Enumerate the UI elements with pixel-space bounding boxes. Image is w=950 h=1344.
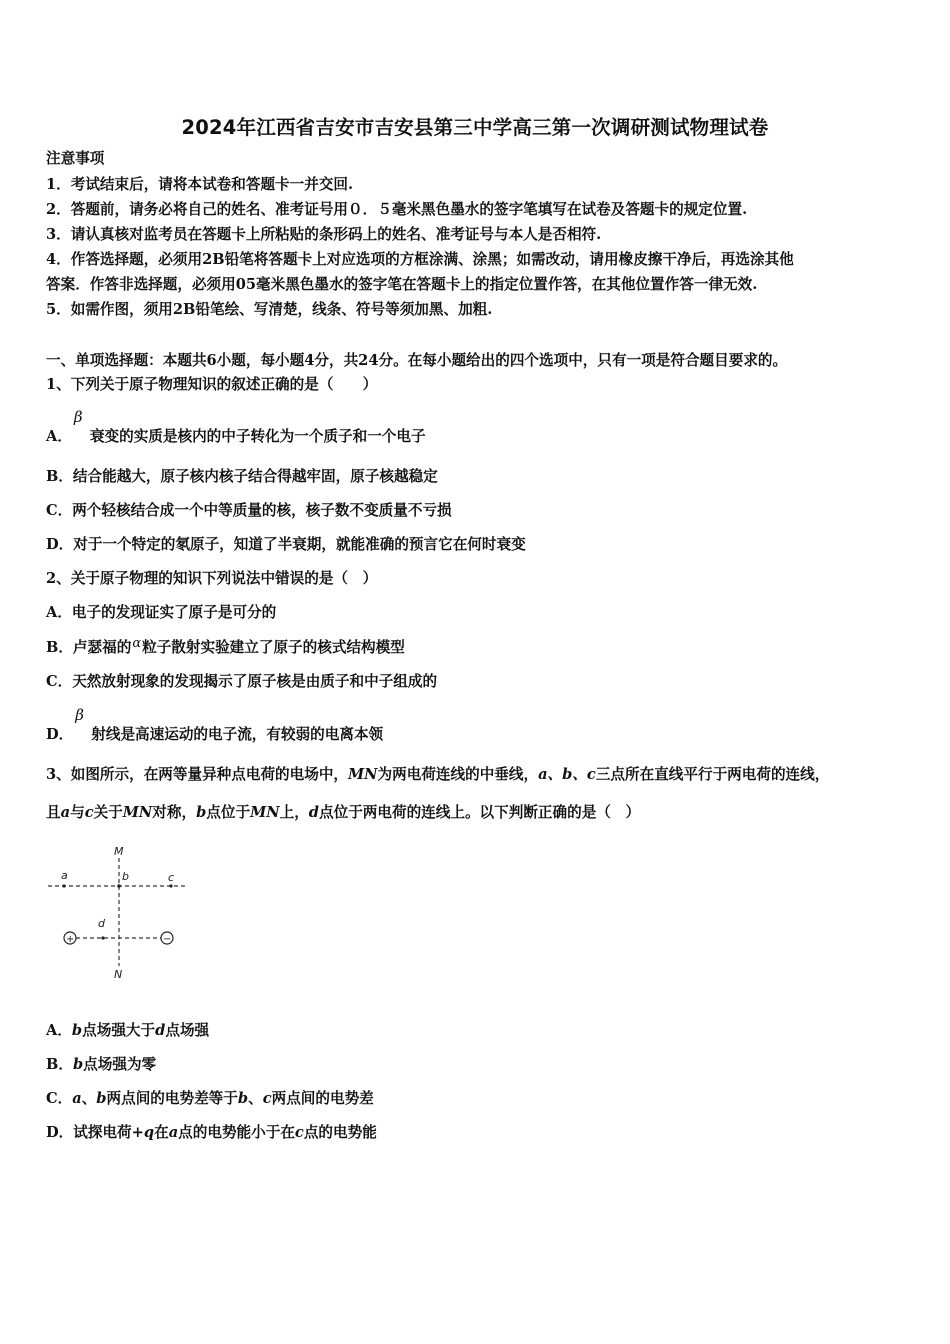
q1-option-c: C．两个轻核结合成一个中等质量的核，核子数不变质量不亏损 <box>46 502 452 519</box>
q3-option-a: A．b点场强大于d点场强 <box>46 1022 210 1039</box>
question-3-stem-line1: 3、如图所示，在两等量异种点电荷的电场中，MN为两电荷连线的中垂线，a、b、c三点所在直线平行于两电荷的连线， <box>46 766 830 783</box>
q2-option-d <box>46 706 384 745</box>
notice-item: 4．作答选择题，必须用2B铅笔将答题卡上对应选项的方框涂满、涂黑；如需改动，请用橡皮擦干净后，再选涂其他 <box>46 251 794 268</box>
q2-option-b <box>46 638 405 659</box>
q3-option-c: C．a、b两点间的电势差等于b、c两点间的电势差 <box>46 1090 374 1107</box>
notice-item: 1．考试结束后，请将本试卷和答题卡一并交回. <box>46 176 354 193</box>
point-b <box>117 884 121 888</box>
option-label: A． <box>46 428 72 445</box>
option-text: 射线是高速运动的电子流，有较弱的电离本领 <box>91 726 384 743</box>
point-a <box>62 884 65 887</box>
notice-heading: 注意事项 <box>46 150 105 167</box>
section-heading: 一、单项选择题：本题共6小题，每小题4分，共24分。在每小题给出的四个选项中，只有一项是符合题目要求的。 <box>46 352 788 369</box>
alpha-symbol: α <box>132 636 142 651</box>
question-2-stem: 2、关于原子物理的知识下列说法中错误的是（ ） <box>46 570 378 587</box>
negative-sign: − <box>163 934 172 945</box>
page-title: 2024年江西省吉安市吉安县第三中学高三第一次调研测试物理试卷 <box>181 116 769 139</box>
charge-field-diagram <box>46 838 196 983</box>
q2-option-c: C．天然放射现象的发现揭示了原子核是由质子和中子组成的 <box>46 673 438 690</box>
positive-sign: + <box>66 934 75 945</box>
notice-item: 2．答题前，请务必将自己的姓名、准考证号用０．５毫米黑色墨水的签字笔填写在试卷及答题卡的规定位置. <box>46 201 748 218</box>
q3-option-b: B．b点场强为零 <box>46 1056 157 1073</box>
beta-symbol: β <box>73 408 83 426</box>
label-b: b <box>122 870 129 883</box>
q1-option-a <box>46 408 426 447</box>
label-m: M <box>114 845 124 858</box>
notice-item: 答案．作答非选择题，必须用05毫米黑色墨水的签字笔在答题卡上的指定位置作答，在其他位置作答一律无效. <box>46 276 758 293</box>
notice-item: 5．如需作图，须用2B铅笔绘、写清楚，线条、符号等须加黑、加粗. <box>46 301 493 318</box>
option-text: 粒子散射实验建立了原子的核式结构模型 <box>142 639 405 656</box>
q3-option-d: D．试探电荷+q在a点的电势能小于在c点的电势能 <box>46 1124 377 1141</box>
label-c: c <box>168 871 175 884</box>
point-c <box>169 884 172 887</box>
label-d: d <box>98 917 105 930</box>
q1-option-b: B．结合能越大，原子核内核子结合得越牢固，原子核越稳定 <box>46 468 438 485</box>
notice-item: 3．请认真核对监考员在答题卡上所粘贴的条形码上的姓名、准考证号与本人是否相符. <box>46 226 602 243</box>
question-1-stem: 1、下列关于原子物理知识的叙述正确的是（ ） <box>46 376 378 393</box>
question-3-stem-line2: 且a与c关于MN对称，b点位于MN上，d点位于两电荷的连线上。以下判断正确的是（ ） <box>46 804 641 821</box>
q1-option-d: D．对于一个特定的氡原子，知道了半衰期，就能准确的预言它在何时衰变 <box>46 536 526 553</box>
beta-symbol: β <box>75 706 84 724</box>
q2-option-a: A．电子的发现证实了原子是可分的 <box>46 604 277 621</box>
label-a: a <box>61 869 68 882</box>
option-text: 衰变的实质是核内的中子转化为一个质子和一个电子 <box>89 428 426 445</box>
option-text: B．卢瑟福的 <box>46 639 132 656</box>
option-label: D． <box>46 726 74 743</box>
label-n: N <box>114 968 123 981</box>
point-d <box>101 936 104 939</box>
